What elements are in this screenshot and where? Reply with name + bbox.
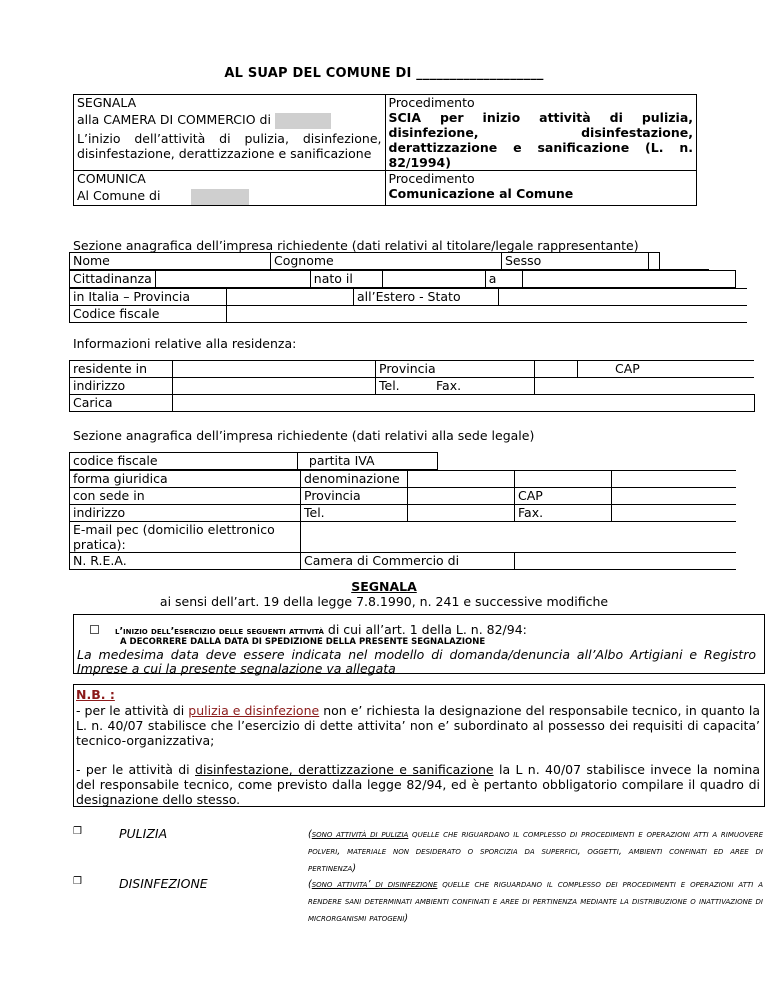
inizio-rest: di cui all’art. 1 della L. n. 82/94: [323,622,527,637]
provincia2-field[interactable] [408,488,515,505]
blank [437,453,768,470]
indirizzo2-label: indirizzo [70,505,301,522]
carica-field[interactable] [173,395,755,412]
proc2-label: Procedimento [388,171,475,186]
nome-label: Nome [70,253,271,270]
comunica-label: COMUNICA [77,171,146,186]
sez1-heading: Sezione anagrafica dell’impresa richiedente (dati relativi al titolare/legale rappresentante) [73,238,639,253]
item-def: (sono attività di pulizia quelle che riguardano il complesso di procedimenti e operazioni atti a rimuovere polveri, materiale non desiderato o sporcizia da superfici, oggetti, ambienti confinati ed aree di pertinenza) [308,829,763,874]
blank [515,471,612,488]
comunica-cell [74,171,386,206]
a-label: a [485,271,522,288]
tel2-field[interactable] [408,505,515,522]
cap-label: CAP [578,361,755,378]
denominazione-label: denominazione [301,471,408,488]
nato-label: nato il [310,271,382,288]
proc2-cell [385,171,697,206]
provincia-field[interactable] [535,361,578,378]
item-label: DISINFEZIONE [119,876,208,891]
italia-field[interactable] [227,289,354,306]
email-field[interactable] [301,522,737,553]
carica-label: Carica [70,395,173,412]
rea-label: N. R.E.A. [70,553,301,570]
proc1-label: Procedimento [388,95,475,110]
fax-cell: Fax. [535,378,755,395]
proc2-text: Comunicazione al Comune [388,186,574,201]
segnala-subtitle: ai sensi dell’art. 19 della legge 7.8.1990, n. 241 e successive modifiche [159,594,609,609]
decorrere-text: A DECORRERE DALLA DATA DI SPEDIZIONE DELLA PRESENTE SEGNALAZIONE [120,637,486,647]
segnala-cell [74,95,386,171]
proc1-cell [385,95,697,171]
camera2-field[interactable] [515,553,737,570]
italia-label: in Italia – Provincia [70,289,227,306]
indirizzo-label: indirizzo [70,378,173,395]
cognome-label: Cognome [271,253,502,270]
medesima-text: La medesima data deve essere indicata nel modello di domanda/denuncia all’Albo Artigiani e Registro Imprese a cui la presente segnalazione va allegata [77,647,756,676]
inizio-sc: l’inizio dell’esercizio delle seguenti attività [114,626,324,637]
sede-label: con sede in [70,488,301,505]
estero-field[interactable] [499,289,748,306]
cap2-field[interactable] [612,488,737,505]
sez1-row3 [69,288,747,323]
a-field[interactable] [522,271,735,288]
cittadinanza-label: Cittadinanza [70,271,156,288]
cf-field[interactable] [227,306,748,323]
proc1-text: SCIA per inizio attività di pulizia, disinfezione, disinfestazione, derattizzazione e sanificazione (L. n. 82/1994) [388,110,693,170]
cf2-label: codice fiscale [70,453,298,470]
nb-p2: - per le attività di disinfestazione, derattizzazione e sanificazione la L n. 40/07 stabilisce invece la nomina del responsabile tecnico, come previsto dalla legge 82/94, ed è pertanto obbligatorio compilare il quadro di designazione dello stesso. [76,762,760,807]
indirizzo-field[interactable] [173,378,376,395]
tel2-label: Tel. [301,505,408,522]
checkbox[interactable] [90,625,99,634]
blank [660,253,710,270]
fax2-field[interactable] [612,505,737,522]
residente-label: residente in [70,361,173,378]
piva-label: partita IVA [297,453,437,470]
residenza-table [69,360,755,412]
residenza-heading: Informazioni relative alla residenza: [73,336,297,351]
comune-label: Al Comune di [77,188,161,203]
nato-field[interactable] [382,271,485,288]
segnala-label: SEGNALA [77,95,137,110]
nb-box [73,684,765,807]
item-def: (sono attivita’ di disinfezione quelle che riguardano il complesso dei procedimenti e operazioni atti a rendere sani determinati ambienti confinati e aree di pertinenza mediante la distribuzione o inattivazione di microrganismi patogeni) [308,879,763,924]
checkbox-icon[interactable]: ❒ [73,826,82,837]
segnala-box [73,614,765,674]
top-table [73,94,697,206]
checkbox-icon[interactable]: ❒ [73,876,82,887]
page-title: AL SUAP DEL COMUNE DI ___________________ [224,66,544,81]
cap2-label: CAP [515,488,612,505]
camera-field[interactable] [275,113,331,129]
segnala-title: SEGNALA [351,579,417,594]
sez2-table [69,452,768,470]
item-label: PULIZIA [119,826,168,841]
forma-label: forma giuridica [70,471,301,488]
sez1-row2 [69,270,736,288]
blank [612,471,737,488]
comune-field[interactable] [191,189,249,205]
fax2-label: Fax. [515,505,612,522]
email-label: E-mail pec (domicilio elettronico pratica): [70,522,301,553]
sesso-label: Sesso [502,253,649,270]
tel-cell: Tel. [376,378,535,395]
sesso-field[interactable] [649,253,660,270]
residente-field[interactable] [173,361,376,378]
denominazione-field[interactable] [408,471,515,488]
provincia-label: Provincia [376,361,535,378]
inizio-text: L’inizio dell’attività di pulizia, disinfezione, disinfestazione, derattizzazione e sanificazione [77,130,382,161]
sez2-heading: Sezione anagrafica dell’impresa richiedente (dati relativi alla sede legale) [73,428,535,443]
estero-label: all’Estero - Stato [354,289,499,306]
camera-label: alla CAMERA DI COMMERCIO di [77,112,271,127]
nb-title: N.B. : [76,687,115,702]
nb-p1: - per le attività di pulizia e disinfezione non e’ richiesta la designazione del responsabile tecnico, in quanto la L. n. 40/07 stabilisce che l’esercizio di dette attivita’ non e’ subordinato al possesso dei requisiti di capacita’ tecnico-organizzativa; [76,703,760,748]
cittadinanza-field[interactable] [155,271,310,288]
sez1-table [69,252,709,270]
camera2-label: Camera di Commercio di [301,553,515,570]
sez2-rows [69,470,736,570]
provincia2-label: Provincia [301,488,408,505]
cf-label: Codice fiscale [70,306,227,323]
